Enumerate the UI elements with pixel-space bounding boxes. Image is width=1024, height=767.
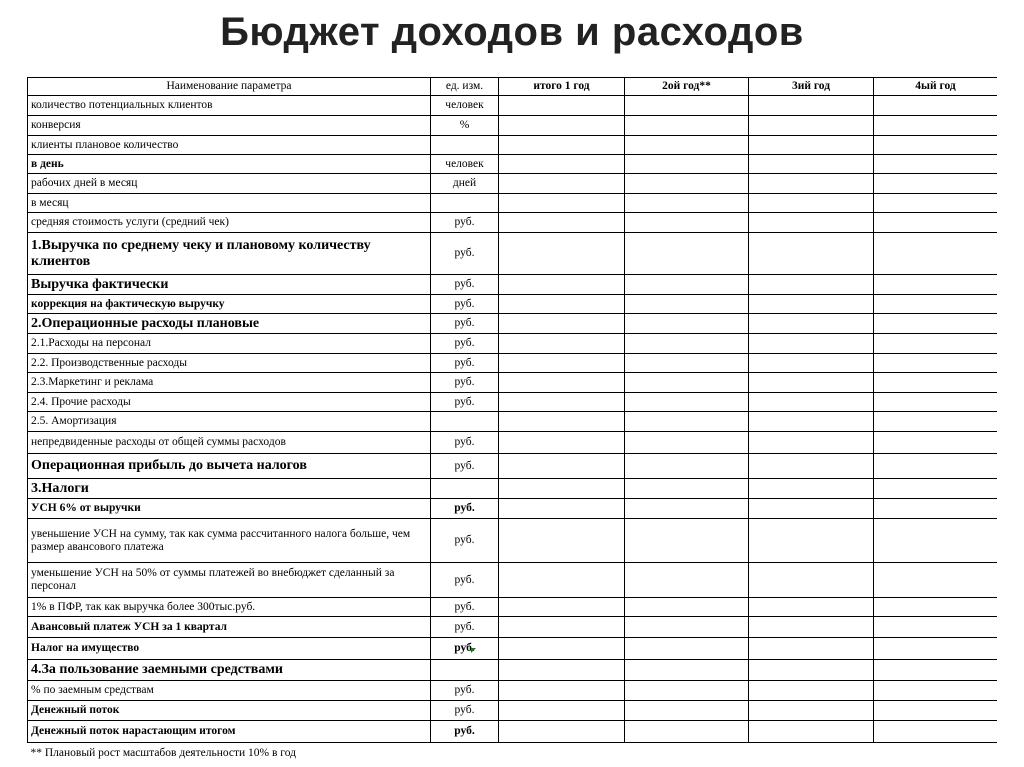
value-cell-year-2[interactable] — [625, 432, 749, 454]
table-row — [28, 681, 998, 701]
value-cell-year-4[interactable] — [874, 681, 998, 701]
footnote-row — [28, 743, 998, 765]
unit-cell[interactable]: руб. — [431, 681, 499, 701]
param-cell[interactable]: 2.4. Прочие расходы — [28, 393, 431, 412]
value-cell-year-2[interactable] — [625, 213, 749, 233]
value-cell-year-1[interactable] — [499, 354, 625, 373]
value-cell-year-2[interactable] — [625, 701, 749, 721]
value-cell-year-4[interactable] — [874, 701, 998, 721]
budget-sheet — [27, 77, 997, 767]
table-row — [28, 617, 998, 638]
header-unit: ед. изм. — [431, 78, 499, 96]
value-cell-year-1[interactable] — [499, 155, 625, 174]
header-param: Наименование параметра — [28, 78, 431, 96]
param-cell[interactable]: конверсия — [28, 116, 431, 136]
value-cell-year-4[interactable] — [874, 393, 998, 412]
value-cell-year-2[interactable] — [625, 519, 749, 563]
param-cell[interactable]: средняя стоимость услуги (средний чек) — [28, 213, 431, 233]
table-row — [28, 598, 998, 617]
unit-cell[interactable]: руб. — [431, 354, 499, 373]
value-cell-year-3[interactable] — [749, 638, 874, 660]
value-cell-year-3[interactable] — [749, 393, 874, 412]
value-cell-year-3[interactable] — [749, 479, 874, 499]
value-cell-year-2[interactable] — [625, 393, 749, 412]
value-cell-year-1[interactable] — [499, 314, 625, 334]
unit-cell[interactable]: руб. — [431, 233, 499, 275]
value-cell-year-3[interactable] — [749, 721, 874, 743]
unit-cell[interactable]: руб. — [431, 213, 499, 233]
value-cell-year-4[interactable] — [874, 334, 998, 354]
value-cell-year-4[interactable] — [874, 275, 998, 295]
value-cell-year-4[interactable] — [874, 314, 998, 334]
value-cell-year-1[interactable] — [499, 598, 625, 617]
value-cell-year-2[interactable] — [625, 334, 749, 354]
footnote: ** Плановый рост масштабов деятельности 10% в год — [28, 743, 998, 765]
table-row — [28, 432, 998, 454]
table-row — [28, 275, 998, 295]
value-cell-year-4[interactable] — [874, 638, 998, 660]
value-cell-year-1[interactable] — [499, 96, 625, 116]
value-cell-year-3[interactable] — [749, 334, 874, 354]
header-year-4: 4ый год — [874, 78, 998, 96]
value-cell-year-2[interactable] — [625, 454, 749, 479]
unit-cell[interactable]: человек — [431, 155, 499, 174]
unit-cell[interactable]: руб. — [431, 334, 499, 354]
unit-cell[interactable]: руб. — [431, 432, 499, 454]
value-cell-year-1[interactable] — [499, 479, 625, 499]
unit-cell[interactable]: человек — [431, 96, 499, 116]
value-cell-year-1[interactable] — [499, 194, 625, 213]
slide-title: Бюджет доходов и расходов — [220, 10, 804, 54]
value-cell-year-3[interactable] — [749, 174, 874, 194]
value-cell-year-3[interactable] — [749, 617, 874, 638]
unit-cell[interactable]: % — [431, 116, 499, 136]
table-row — [28, 660, 998, 681]
value-cell-year-3[interactable] — [749, 660, 874, 681]
table-row — [28, 479, 998, 499]
param-cell[interactable]: Авансовый платеж УСН за 1 квартал — [28, 617, 431, 638]
value-cell-year-3[interactable] — [749, 136, 874, 155]
table-row — [28, 213, 998, 233]
value-cell-year-2[interactable] — [625, 660, 749, 681]
unit-cell[interactable]: руб. — [431, 373, 499, 393]
table-row — [28, 721, 998, 743]
unit-cell[interactable]: руб. — [431, 393, 499, 412]
table-row — [28, 116, 998, 136]
table-row — [28, 314, 998, 334]
value-cell-year-4[interactable] — [874, 519, 998, 563]
unit-cell[interactable]: руб. — [431, 519, 499, 563]
unit-cell[interactable]: руб. — [431, 598, 499, 617]
unit-cell[interactable] — [431, 479, 499, 499]
value-cell-year-3[interactable] — [749, 155, 874, 174]
value-cell-year-1[interactable] — [499, 393, 625, 412]
param-cell[interactable]: коррекция на фактическую выручку — [28, 295, 431, 314]
unit-cell[interactable] — [431, 194, 499, 213]
param-cell[interactable]: Операционная прибыль до вычета налогов — [28, 454, 431, 479]
value-cell-year-4[interactable] — [874, 412, 998, 432]
value-cell-year-3[interactable] — [749, 314, 874, 334]
param-cell[interactable]: Денежный поток нарастающим итогом — [28, 721, 431, 743]
value-cell-year-4[interactable] — [874, 721, 998, 743]
cell-comment-marker — [471, 648, 476, 653]
value-cell-year-2[interactable] — [625, 638, 749, 660]
value-cell-year-3[interactable] — [749, 233, 874, 275]
value-cell-year-4[interactable] — [874, 373, 998, 393]
value-cell-year-1[interactable] — [499, 660, 625, 681]
value-cell-year-2[interactable] — [625, 598, 749, 617]
value-cell-year-4[interactable] — [874, 617, 998, 638]
unit-cell[interactable]: руб. — [431, 454, 499, 479]
value-cell-year-1[interactable] — [499, 174, 625, 194]
value-cell-year-4[interactable] — [874, 155, 998, 174]
value-cell-year-2[interactable] — [625, 233, 749, 275]
value-cell-year-3[interactable] — [749, 454, 874, 479]
value-cell-year-1[interactable] — [499, 275, 625, 295]
value-cell-year-1[interactable] — [499, 412, 625, 432]
value-cell-year-1[interactable] — [499, 638, 625, 660]
value-cell-year-2[interactable] — [625, 499, 749, 519]
value-cell-year-2[interactable] — [625, 721, 749, 743]
value-cell-year-2[interactable] — [625, 136, 749, 155]
unit-cell[interactable]: руб. — [431, 721, 499, 743]
value-cell-year-3[interactable] — [749, 194, 874, 213]
value-cell-year-3[interactable] — [749, 563, 874, 598]
value-cell-year-1[interactable] — [499, 519, 625, 563]
value-cell-year-3[interactable] — [749, 701, 874, 721]
table-row — [28, 373, 998, 393]
param-cell[interactable]: Денежный поток — [28, 701, 431, 721]
value-cell-year-3[interactable] — [749, 499, 874, 519]
value-cell-year-2[interactable] — [625, 681, 749, 701]
value-cell-year-3[interactable] — [749, 295, 874, 314]
table-row — [28, 701, 998, 721]
value-cell-year-1[interactable] — [499, 432, 625, 454]
value-cell-year-1[interactable] — [499, 136, 625, 155]
value-cell-year-4[interactable] — [874, 432, 998, 454]
value-cell-year-2[interactable] — [625, 373, 749, 393]
value-cell-year-4[interactable] — [874, 116, 998, 136]
value-cell-year-4[interactable] — [874, 563, 998, 598]
unit-cell[interactable] — [431, 412, 499, 432]
value-cell-year-4[interactable] — [874, 479, 998, 499]
table-row — [28, 96, 998, 116]
table-row — [28, 334, 998, 354]
value-cell-year-2[interactable] — [625, 96, 749, 116]
value-cell-year-1[interactable] — [499, 617, 625, 638]
table-row — [28, 499, 998, 519]
unit-cell[interactable] — [431, 660, 499, 681]
value-cell-year-1[interactable] — [499, 116, 625, 136]
value-cell-year-1[interactable] — [499, 213, 625, 233]
value-cell-year-1[interactable] — [499, 454, 625, 479]
table-row — [28, 393, 998, 412]
param-cell[interactable]: уменьшение УСН на 50% от суммы платежей во внебюджет сделанный за персонал — [28, 563, 431, 598]
value-cell-year-4[interactable] — [874, 233, 998, 275]
param-cell[interactable]: 2.Операционные расходы плановые — [28, 314, 431, 334]
value-cell-year-3[interactable] — [749, 681, 874, 701]
value-cell-year-1[interactable] — [499, 701, 625, 721]
value-cell-year-4[interactable] — [874, 136, 998, 155]
param-cell[interactable]: 1.Выручка по среднему чеку и плановому количеству клиентов — [28, 233, 431, 275]
value-cell-year-2[interactable] — [625, 116, 749, 136]
value-cell-year-3[interactable] — [749, 519, 874, 563]
param-cell[interactable]: количество потенциальных клиентов — [28, 96, 431, 116]
value-cell-year-2[interactable] — [625, 354, 749, 373]
value-cell-year-1[interactable] — [499, 334, 625, 354]
unit-cell[interactable]: дней — [431, 174, 499, 194]
value-cell-year-3[interactable] — [749, 213, 874, 233]
param-cell[interactable]: рабочих дней в месяц — [28, 174, 431, 194]
unit-cell[interactable]: руб. — [431, 617, 499, 638]
value-cell-year-3[interactable] — [749, 354, 874, 373]
unit-cell[interactable]: руб. — [431, 638, 499, 660]
table-row — [28, 136, 998, 155]
param-cell[interactable]: УСН 6% от выручки — [28, 499, 431, 519]
unit-cell[interactable]: руб. — [431, 701, 499, 721]
value-cell-year-4[interactable] — [874, 598, 998, 617]
param-cell[interactable]: 2.2. Производственные расходы — [28, 354, 431, 373]
table-row — [28, 155, 998, 174]
param-cell[interactable]: непредвиденные расходы от общей суммы расходов — [28, 432, 431, 454]
value-cell-year-4[interactable] — [874, 295, 998, 314]
value-cell-year-4[interactable] — [874, 499, 998, 519]
param-cell[interactable]: увеньшение УСН на сумму, так как сумма рассчитанного налога больше, чем размер авансового платежа — [28, 519, 431, 563]
header-year-2: 2ой год** — [625, 78, 749, 96]
value-cell-year-4[interactable] — [874, 660, 998, 681]
budget-table — [27, 77, 997, 765]
unit-cell[interactable] — [431, 136, 499, 155]
value-cell-year-2[interactable] — [625, 275, 749, 295]
value-cell-year-2[interactable] — [625, 563, 749, 598]
value-cell-year-4[interactable] — [874, 96, 998, 116]
table-body — [28, 96, 998, 765]
table-row — [28, 174, 998, 194]
table-row — [28, 638, 998, 660]
value-cell-year-2[interactable] — [625, 314, 749, 334]
value-cell-year-1[interactable] — [499, 721, 625, 743]
value-cell-year-1[interactable] — [499, 373, 625, 393]
table-row — [28, 233, 998, 275]
table-row — [28, 295, 998, 314]
value-cell-year-2[interactable] — [625, 617, 749, 638]
table-row — [28, 454, 998, 479]
value-cell-year-2[interactable] — [625, 155, 749, 174]
value-cell-year-2[interactable] — [625, 412, 749, 432]
value-cell-year-3[interactable] — [749, 598, 874, 617]
header-year-1: итого 1 год — [499, 78, 625, 96]
value-cell-year-3[interactable] — [749, 432, 874, 454]
unit-cell[interactable]: руб. — [431, 499, 499, 519]
unit-cell[interactable]: руб. — [431, 295, 499, 314]
table-row — [28, 354, 998, 373]
value-cell-year-1[interactable] — [499, 681, 625, 701]
unit-cell[interactable]: руб. — [431, 275, 499, 295]
value-cell-year-4[interactable] — [874, 213, 998, 233]
value-cell-year-3[interactable] — [749, 275, 874, 295]
param-cell[interactable]: в месяц — [28, 194, 431, 213]
param-cell[interactable]: клиенты плановое количество — [28, 136, 431, 155]
unit-cell[interactable]: руб. — [431, 563, 499, 598]
value-cell-year-2[interactable] — [625, 295, 749, 314]
param-cell[interactable]: 2.1.Расходы на персонал — [28, 334, 431, 354]
unit-cell[interactable]: руб. — [431, 314, 499, 334]
header-year-3: 3ий год — [749, 78, 874, 96]
value-cell-year-4[interactable] — [874, 354, 998, 373]
table-row — [28, 194, 998, 213]
param-cell[interactable]: Налог на имущество — [28, 638, 431, 660]
value-cell-year-1[interactable] — [499, 563, 625, 598]
param-cell[interactable]: 1% в ПФР, так как выручка более 300тыс.руб. — [28, 598, 431, 617]
table-row — [28, 519, 998, 563]
value-cell-year-1[interactable] — [499, 499, 625, 519]
table-row — [28, 412, 998, 432]
param-cell[interactable]: в день — [28, 155, 431, 174]
value-cell-year-1[interactable] — [499, 295, 625, 314]
value-cell-year-4[interactable] — [874, 194, 998, 213]
value-cell-year-4[interactable] — [874, 454, 998, 479]
value-cell-year-4[interactable] — [874, 174, 998, 194]
value-cell-year-3[interactable] — [749, 412, 874, 432]
param-cell[interactable]: 3.Налоги — [28, 479, 431, 499]
param-cell[interactable]: 4.За пользование заемными средствами — [28, 660, 431, 681]
value-cell-year-2[interactable] — [625, 174, 749, 194]
param-cell[interactable]: 2.5. Амортизация — [28, 412, 431, 432]
param-cell[interactable]: 2.3.Маркетинг и реклама — [28, 373, 431, 393]
header-row — [28, 78, 998, 96]
value-cell-year-2[interactable] — [625, 479, 749, 499]
value-cell-year-3[interactable] — [749, 373, 874, 393]
value-cell-year-2[interactable] — [625, 194, 749, 213]
param-cell[interactable]: Выручка фактически — [28, 275, 431, 295]
value-cell-year-3[interactable] — [749, 116, 874, 136]
value-cell-year-3[interactable] — [749, 96, 874, 116]
value-cell-year-1[interactable] — [499, 233, 625, 275]
table-row — [28, 563, 998, 598]
param-cell[interactable]: % по заемным средствам — [28, 681, 431, 701]
